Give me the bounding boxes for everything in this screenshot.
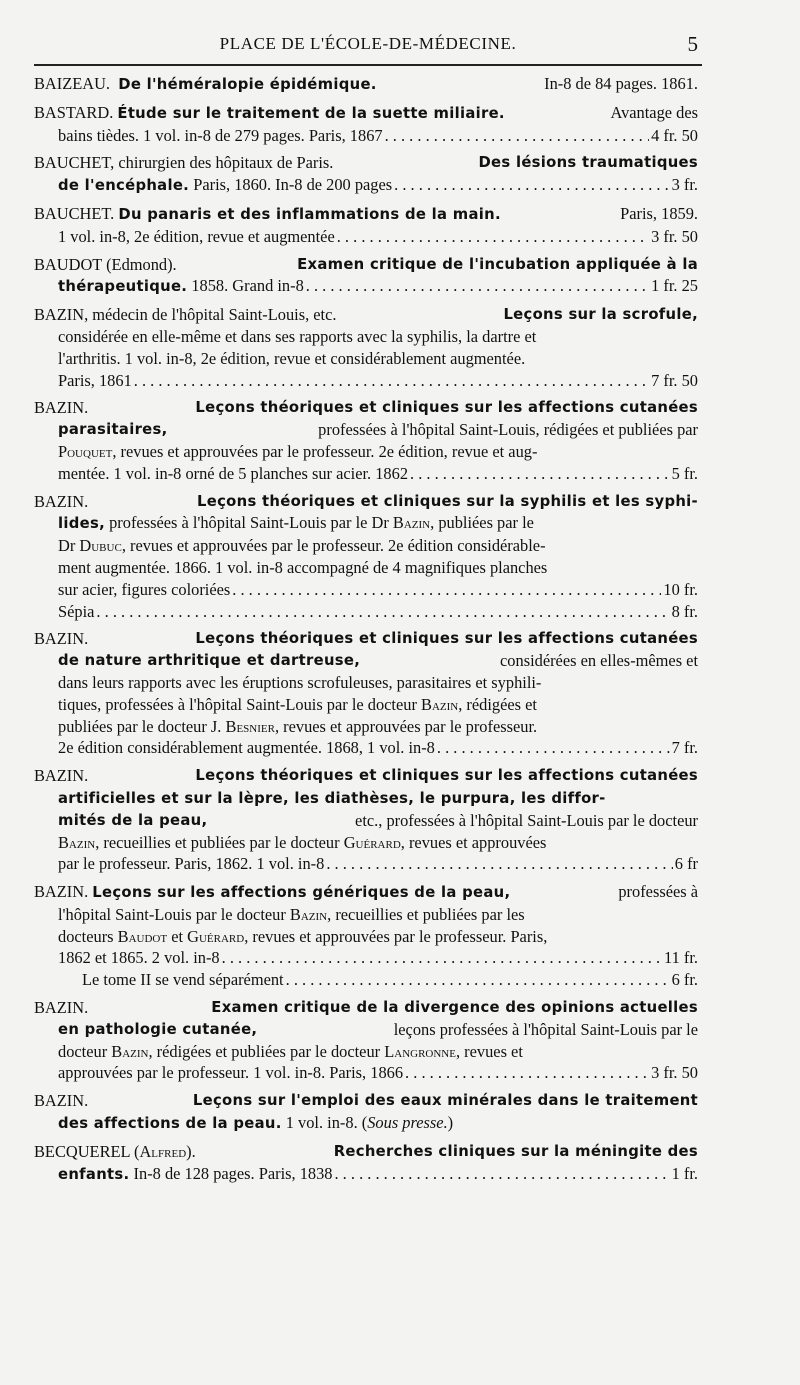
entry-details: docteur — [58, 1041, 108, 1061]
dot-leader — [326, 853, 672, 875]
author-name: Bazin — [289, 904, 328, 924]
author-name: Bazin — [58, 832, 96, 852]
dot-leader — [96, 601, 669, 623]
dot-leader — [410, 463, 670, 485]
entry-title: de l'encéphale. — [58, 177, 190, 195]
entry-details: l'hôpital Saint-Louis par le docteur — [58, 904, 286, 924]
dot-leader — [405, 1062, 649, 1084]
entry-details: , revues et approuvées par le professeur. 2e édition, revue et aug- — [112, 441, 538, 461]
entry-title: Examen critique de l'incubation appliquée à la — [297, 255, 698, 273]
entry-title: en pathologie cutanée, — [58, 1020, 258, 1038]
entry-author: ). — [186, 1141, 196, 1161]
entry-price: 3 fr. 50 — [651, 226, 698, 246]
header-rule — [34, 64, 702, 66]
entry-details: publiées par le docteur J. — [58, 716, 222, 736]
entry-details: ) — [447, 1113, 454, 1133]
entry-author: BAZIN. — [34, 998, 89, 1018]
entry-details: tiques, professées à l'hôpital Saint-Louis par le docteur — [58, 694, 417, 714]
author-name: Bazin — [392, 513, 431, 533]
entry-status: Sous presse. — [367, 1113, 448, 1133]
dot-leader — [222, 947, 662, 969]
author-name: Bazin — [111, 1041, 149, 1061]
entry-title: Leçons théoriques et cliniques sur les affections cutanées — [195, 767, 698, 785]
entry-title: artificielles et sur la lèpre, les diathèses, le purpura, les diffor- — [58, 789, 606, 807]
editor-name: Baudot — [117, 926, 168, 946]
entry-details: approuvées par le professeur. 1 vol. in-8. Paris, 1866 — [58, 1063, 404, 1083]
editor-name: Guérard — [343, 832, 401, 852]
entry-details: leçons professées à l'hôpital Saint-Louis par le — [393, 1019, 698, 1039]
entry-details: , recueillies et publiées par le docteur — [95, 832, 340, 852]
dot-leader — [437, 737, 670, 759]
entry-details: , rédigées et — [458, 694, 537, 714]
entry-details: sur acier, figures coloriées — [58, 579, 231, 599]
editor-name: Langronne — [384, 1041, 456, 1061]
entry-title: Leçons sur les affections génériques de la peau, — [92, 884, 511, 902]
entry-details: , revues et approuvées par le professeur. — [274, 716, 538, 736]
author-name: Bazin — [421, 694, 459, 714]
entry-details: Dr — [58, 536, 76, 556]
entry-title: Recherches cliniques sur la méningite des — [333, 1142, 698, 1160]
entry-baudot — [34, 254, 698, 299]
entry-details: Paris, 1860. In-8 de 200 pages — [193, 175, 393, 195]
entry-details: , recueillies et publiées par les — [327, 904, 525, 924]
entry-details: ment augmentée. 1866. 1 vol. in-8 accompagné de 4 magnifiques planches — [58, 557, 548, 577]
entry-details: 2e édition considérablement augmentée. 1868, 1 vol. in-8 — [58, 738, 435, 758]
entry-details: , revues et approuvées — [400, 832, 547, 852]
entry-title: Leçons théoriques et cliniques sur les affections cutanées — [195, 399, 698, 417]
entry-author: BAUCHET. — [34, 203, 115, 223]
entry-details: , revues et approuvées par le professeur. Paris, — [244, 926, 548, 946]
author-firstname: Alfred — [139, 1141, 187, 1161]
entry-author: BAZIN. — [34, 398, 89, 418]
entry-details: Sépia — [58, 601, 95, 621]
entry-author: BAZIN. — [34, 1091, 89, 1111]
entry-price: 8 fr. — [671, 601, 698, 621]
editor-name: Besnier — [225, 716, 275, 736]
entry-details: par le professeur. Paris, 1862. 1 vol. in-8 — [58, 854, 325, 874]
page-number: 5 — [687, 32, 698, 56]
dot-leader — [337, 226, 649, 248]
entry-bazin-artificielles — [34, 765, 698, 875]
entry-bauchet-panaris — [34, 203, 698, 248]
entry-author: BAZIN. — [34, 491, 89, 511]
entry-details: bains tièdes. 1 vol. in-8 de 279 pages. Paris, 1867 — [58, 125, 383, 145]
entry-details: docteurs — [58, 926, 114, 946]
dot-leader — [394, 174, 669, 196]
entry-price: 3 fr. — [671, 175, 698, 195]
entry-title: Des lésions traumatiques — [478, 154, 698, 172]
entry-becquerel — [34, 1141, 698, 1186]
entry-details: Paris, 1861 — [58, 370, 132, 390]
entry-title: thérapeutique. — [58, 278, 188, 296]
entry-bazin-generiques — [34, 881, 698, 991]
entry-bazin-eaux-minerales — [34, 1090, 698, 1135]
entry-price: 6 fr. — [671, 970, 698, 990]
entry-price: 7 fr. 50 — [651, 370, 698, 390]
entry-bazin-arthritique — [34, 628, 698, 759]
entry-title: De l'héméralopie épidémique. — [118, 76, 377, 93]
entry-title: Du panaris et des inflammations de la main. — [118, 205, 501, 223]
entry-author: BAZIN, médecin de l'hôpital Saint-Louis, etc. — [34, 305, 337, 325]
entry-details: 1 vol. in-8. ( — [285, 1113, 368, 1133]
entry-details: , revues et — [455, 1041, 523, 1061]
entry-author: BAZIN. — [34, 766, 89, 786]
entry-details: etc., professées à l'hôpital Saint-Louis par le docteur — [355, 810, 698, 830]
entry-author: BAZIN. — [34, 629, 89, 649]
entry-details: Le tome II se vend séparément — [82, 970, 284, 990]
page-title: PLACE DE L'ÉCOLE-DE-MÉDECINE. — [219, 34, 517, 53]
entry-details: , rédigées et publiées par le docteur — [148, 1041, 381, 1061]
entry-bazin-divergence — [34, 997, 698, 1084]
entry-price: 7 fr. — [671, 738, 698, 758]
entry-title: mités de la peau, — [58, 811, 208, 829]
entry-title: de nature arthritique et dartreuse, — [58, 652, 361, 670]
running-head — [34, 30, 702, 62]
entry-price: 6 fr — [674, 854, 698, 874]
dot-leader — [334, 1163, 669, 1185]
entry-author: BAUCHET, chirurgien des hôpitaux de Paris. — [34, 153, 334, 173]
entry-details: , publiées par le — [430, 513, 534, 533]
entry-title: parasitaires, — [58, 421, 168, 439]
entry-title: Leçons sur la scrofule, — [503, 306, 698, 324]
entry-details: Avantage des — [610, 102, 698, 122]
entry-title: des affections de la peau. — [58, 1115, 282, 1133]
editor-name: Pouquet — [58, 441, 113, 461]
entry-details: 1862 et 1865. 2 vol. in-8 — [58, 948, 220, 968]
entry-details: 1 vol. in-8, 2e édition, revue et augmentée — [58, 226, 335, 246]
entry-details: , revues et approuvées par le professeur. 2e édition considérable- — [121, 536, 546, 556]
entry-details: In-8 de 128 pages. Paris, 1838 — [133, 1163, 333, 1183]
entry-details: et — [171, 926, 184, 946]
entry-price: 4 fr. 50 — [651, 125, 698, 145]
entry-price: 1 fr. 25 — [651, 276, 698, 296]
dot-leader — [134, 370, 649, 392]
entry-price: 10 fr. — [663, 579, 698, 599]
entry-bazin-scrofule — [34, 304, 698, 391]
entry-title: Leçons sur l'emploi des eaux minérales dans le traitement — [192, 1092, 698, 1110]
entry-details: dans leurs rapports avec les éruptions scrofuleuses, parasitaires et syphili- — [58, 672, 542, 692]
entry-title: Leçons théoriques et cliniques sur la syphilis et les syphi- — [197, 492, 698, 510]
entry-details: considérées en elles-mêmes et — [500, 651, 698, 671]
catalogue-entries — [34, 73, 698, 1191]
editor-name: Guérard — [187, 926, 245, 946]
entry-details: mentée. 1 vol. in-8 orné de 5 planches sur acier. 1862 — [58, 463, 409, 483]
entry-price: 3 fr. 50 — [651, 1063, 698, 1083]
entry-author: BAIZEAU. — [34, 74, 111, 93]
entry-details: professées à l'hôpital Saint-Louis, rédigées et publiées par — [318, 420, 698, 440]
entry-author: BASTARD. — [34, 102, 114, 122]
entry-title: lides, — [58, 515, 105, 533]
entry-author: BAUDOT (Edmond). — [34, 254, 177, 274]
entry-details: professées à — [618, 882, 698, 902]
entry-bastard — [34, 102, 698, 147]
entry-title: Examen critique de la divergence des opinions actuelles — [211, 999, 698, 1017]
entry-baizeau — [34, 73, 698, 96]
entry-details: 1858. Grand in-8 — [191, 276, 304, 296]
entry-details: Paris, 1859. — [620, 203, 698, 223]
entry-details: l'arthritis. 1 vol. in-8, 2e édition, revue et considérablement augmentée. — [58, 348, 526, 368]
entry-details: professées à l'hôpital Saint-Louis par le Dr — [109, 513, 389, 533]
entry-bazin-syphilis — [34, 491, 698, 623]
dot-leader — [232, 579, 661, 601]
entry-price: 5 fr. — [671, 463, 698, 483]
entry-author: BAZIN. — [34, 882, 89, 902]
entry-price: 1 fr. — [671, 1163, 698, 1183]
dot-leader — [306, 275, 649, 297]
entry-price: 11 fr. — [664, 948, 698, 968]
entry-title: enfants. — [58, 1165, 130, 1183]
entry-details: In-8 de 84 pages. 1861. — [544, 74, 698, 93]
entry-bauchet-lesions — [34, 152, 698, 197]
dot-leader — [286, 969, 670, 991]
entry-details: considérée en elle-même et dans ses rapports avec la syphilis, la dartre et — [58, 326, 537, 346]
editor-name: Dubuc — [79, 536, 122, 556]
entry-author: BECQUEREL ( — [34, 1141, 140, 1161]
entry-bazin-parasitaires — [34, 397, 698, 484]
entry-title: Étude sur le traitement de la suette miliaire. — [117, 104, 505, 122]
entry-title: Leçons théoriques et cliniques sur les affections cutanées — [195, 630, 698, 648]
dot-leader — [385, 125, 650, 147]
